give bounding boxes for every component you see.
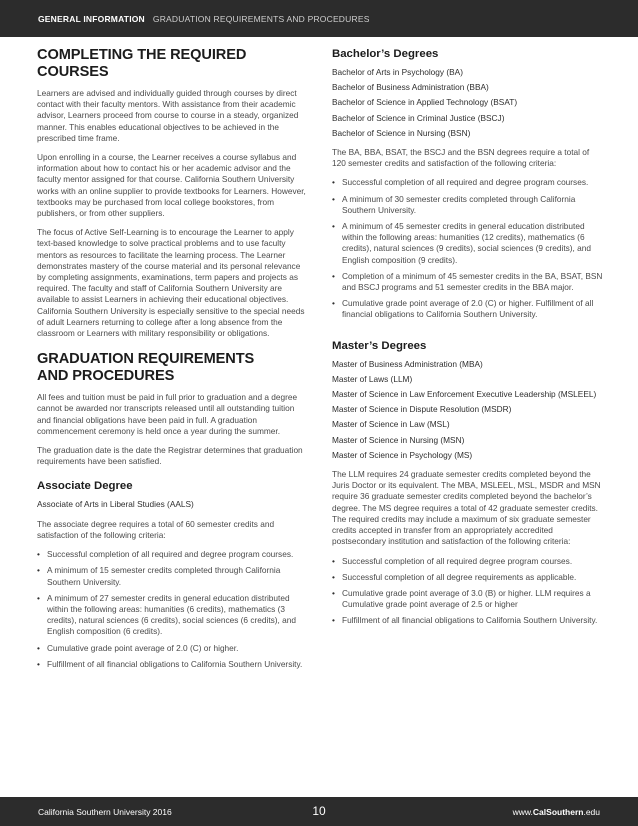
master-criteria-list [332,556,604,627]
bullet-icon: • [37,549,40,560]
criteria-item: • Successful completion of all required and degree program courses. [37,549,294,560]
degree-item: Bachelor of Business Administration (BBA) [332,82,489,93]
left-column [37,47,310,678]
criteria-item: • A minimum of 30 semester credits completed through California Southern University. [332,193,576,215]
bullet-icon: • [37,642,40,653]
bullet-icon: • [332,615,335,626]
master-intro: The LLM requires 24 graduate semester credits completed beyond the Juris Doctor or its equivalent. The MBA, MSLEEL, MSL, MSDR and MSN require 36 graduate semester credits completed beyond the bachelor’s degree. The MS degree requires a total of 42 graduate semester credits. The required credits may include a maximum of six graduate semester credits accepted in transfer from an appropriately accredited postsecondary institution and satisfaction of the following criteria: [332,469,601,547]
page-footer [0,797,638,826]
completing-paragraph: Upon enrolling in a course, the Learner receives a course syllabus and information about how to contact his or her academic advisor and the faculty mentor assigned for that course. California Southern University works with an online supplier to provide textbooks for Learners. However, textbooks may be purchased from local college bookstores, from publishers, or from other suppliers. [37,152,306,219]
degree-item: Bachelor of Science in Criminal Justice (BSCJ) [332,112,505,123]
degree-item: Master of Science in Nursing (MSN) [332,434,465,445]
degree-item: Bachelor of Science in Applied Technology (BSAT) [332,97,518,108]
degree-item: Master of Business Administration (MBA) [332,358,483,369]
criteria-item: • Successful completion of all degree requirements as applicable. [332,571,577,582]
degree-item: Master of Science in Law (MSL) [332,419,450,430]
header-section-label: GENERAL INFORMATION [38,13,145,24]
degree-item: Master of Science in Dispute Resolution (MSDR) [332,404,512,415]
master-degree-list [332,359,604,461]
graduation-heading-line1: GRADUATION REQUIREMENTS [37,351,255,368]
completing-paragraph: The focus of Active Self-Learning is to encourage the Learner to apply text-based knowledge to solve practical problems and to use faculty mentors as resources to facilitate the learning process. The Learner demonstrates mastery of the course material and its personal relevance by completing assignments, examinations, term papers and projects as required. The faculty and staff of California Southern University are available to assist Learners in achieving their educational objectives. California Southern University is especially sensitive to the special needs of adult Learners returning to college after a long absence from the classroom or Learners with military responsibility or obligations. [37,227,305,339]
right-column [332,47,604,635]
criteria-item: • Fulfillment of all financial obligations to California Southern University. [332,615,598,626]
bullet-icon: • [37,592,40,603]
associate-degree-heading: Associate Degree [37,480,133,493]
bullet-icon: • [332,193,335,204]
criteria-item: • Cumulative grade point average of 3.0 (B) or higher. LLM requires a Cumulative grade point average of 2.5 or higher [332,587,591,610]
degree-item: Master of Science in Psychology (MS) [332,449,473,460]
criteria-item: • A minimum of 15 semester credits completed through California Southern University. [37,565,281,587]
degree-item: Master of Laws (LLM) [332,373,413,384]
bullet-icon: • [332,177,335,188]
completing-courses-heading: COMPLETING THE REQUIRED COURSES [37,47,247,80]
bachelor-degree-list [332,67,604,139]
graduation-heading-line2: AND PROCEDURES [37,368,175,385]
bullet-icon: • [332,270,335,281]
master-degrees-heading: Master’s Degrees [332,339,427,352]
bullet-icon: • [37,658,40,669]
criteria-item: • Cumulative grade point average of 2.0 (C) or higher. Fulfillment of all financial obligations to California Southern University. [332,298,594,320]
associate-criteria-list [37,549,310,670]
degree-item: Master of Science in Law Enforcement Executive Leadership (MSLEEL) [332,389,597,400]
bachelor-criteria-list [332,177,604,320]
criteria-item: • Successful completion of all required and degree program courses. [332,177,589,188]
graduation-paragraph: All fees and tuition must be paid in full prior to graduation and a degree cannot be awarded nor transcripts released until all outstanding tuition and financial obligations have been paid in full. A graduation commencement ceremony is held once a year during the summer. [37,392,298,436]
criteria-item: • A minimum of 45 semester credits in general education distributed within the following areas: humanities (12 credits), mathematics (6 credits), natural sciences (9 credits), social sciences (9 credits), and English composition (9 credits). [332,221,591,265]
criteria-item: • Completion of a minimum of 45 semester credits in the BA, BSAT, BSN and BSCJ programs and 51 semester credits in the BBA major. [332,270,603,293]
bachelor-intro: The BA, BBA, BSAT, the BSCJ and the BSN degrees require a total of 120 semester credits and satisfaction of the following criteria: [332,147,590,169]
degree-item: Bachelor of Arts in Psychology (BA) [332,67,463,77]
page-number: 10 [312,804,326,818]
footer-website-link[interactable]: www.CalSouthern.edu [512,807,600,817]
bullet-icon: • [332,571,335,582]
bullet-icon: • [332,587,335,598]
bullet-icon: • [332,298,335,309]
criteria-item: • Successful completion of all required degree program courses. [332,555,573,566]
associate-degree-list [37,499,310,510]
criteria-item: • Fulfillment of all financial obligations to California Southern University. [37,658,303,669]
associate-intro: The associate degree requires a total of 60 semester credits and satisfaction of the following criteria: [37,518,275,540]
bullet-icon: • [332,555,335,566]
criteria-item: • Cumulative grade point average of 2.0 (C) or higher. [37,642,239,653]
bullet-icon: • [37,565,40,576]
bullet-icon: • [332,221,335,232]
footer-copyright: California Southern University 2016 [38,807,172,817]
degree-item: Bachelor of Science in Nursing (BSN) [332,127,471,138]
header-subsection-label: GRADUATION REQUIREMENTS AND PROCEDURES [152,13,370,24]
bachelor-degrees-heading: Bachelor’s Degrees [332,48,439,60]
graduation-paragraph: The graduation date is the date the Registrar determines that graduation requirements have been satisfied. [37,445,303,467]
page-header [0,0,638,37]
graduation-requirements-heading [37,351,310,385]
completing-paragraph: Learners are advised and individually guided through courses by direct contact with their faculty mentors. With assistance from their academic advisor, Learners proceed from course to course in a steady, organized manner. This enables educational objectives to be achieved in the prescribed time frame. [37,88,299,143]
degree-item: Associate of Arts in Liberal Studies (AALS) [37,499,194,510]
criteria-item: • A minimum of 27 semester credits in general education distributed within the following areas: humanities (6 credits), mathematics (3 credits), natural sciences (6 credits), social sciences (6 credits), and English composition (6 credits). [37,592,296,637]
